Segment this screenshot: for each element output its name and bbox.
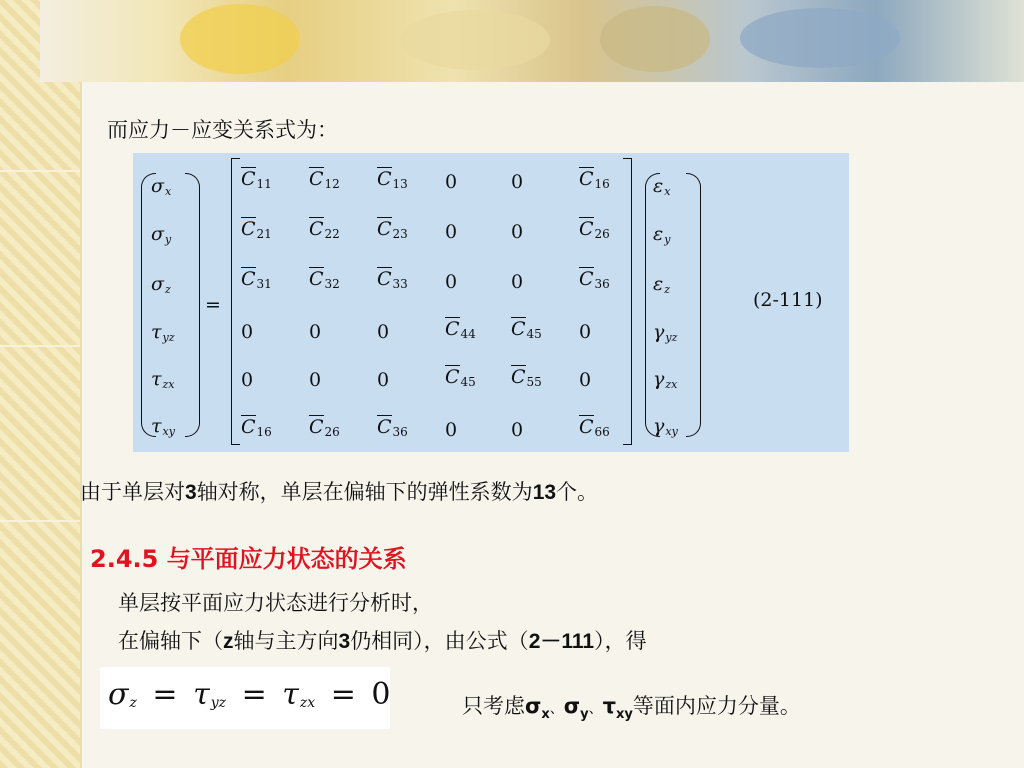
matrix-left-bracket — [231, 158, 240, 445]
plane-stress-formula — [100, 667, 390, 729]
matrix-cell: C13 — [377, 168, 408, 191]
matrix-cell: C36 — [579, 268, 610, 291]
matrix-cell: C21 — [241, 218, 272, 241]
equals-sign: = — [205, 294, 221, 316]
matrix-cell: 0 — [511, 271, 524, 293]
rhs-3: $\gamma_{yz}$ — [653, 321, 678, 344]
matrix-cell: C32 — [309, 268, 340, 291]
matrix-cell: 0 — [241, 369, 254, 391]
matrix-cell: 0 — [377, 369, 390, 391]
matrix-cell: C45 — [445, 366, 476, 389]
right-vector-brace-close — [686, 173, 701, 437]
matrix-cell: 0 — [309, 369, 322, 391]
rhs-2: $\varepsilon_z$ — [653, 273, 670, 296]
matrix-cell: C16 — [241, 416, 272, 439]
matrix-cell: 0 — [579, 321, 592, 343]
intro-text: 而应力－应变关系式为： — [107, 118, 338, 142]
matrix-cell: C31 — [241, 268, 272, 291]
matrix-cell: 0 — [445, 419, 458, 441]
matrix-cell: 0 — [511, 419, 524, 441]
matrix-cell: C16 — [579, 168, 610, 191]
matrix-cell: C22 — [309, 218, 340, 241]
left-vector-brace — [141, 173, 156, 437]
matrix-right-bracket — [623, 158, 632, 445]
matrix-cell: 0 — [241, 321, 254, 343]
matrix-cell: 0 — [377, 321, 390, 343]
left-vector-brace-close — [185, 173, 200, 437]
section-title: 2.4.5 与平面应力状态的关系 — [90, 545, 407, 573]
lhs-1: $\sigma_y$ — [151, 223, 172, 246]
matrix-cell: C36 — [377, 416, 408, 439]
lhs-5: $\tau_{xy}$ — [151, 415, 175, 438]
matrix-cell: C45 — [511, 318, 542, 341]
symmetry-note: 由于单层对3轴对称，单层在偏轴下的弹性系数为13个。 — [80, 480, 599, 504]
matrix-cell: C33 — [377, 268, 408, 291]
lhs-3: $\tau_{yz}$ — [151, 321, 175, 344]
rhs-4: $\gamma_{zx}$ — [653, 368, 678, 391]
matrix-cell: C12 — [309, 168, 340, 191]
lhs-4: $\tau_{zx}$ — [151, 368, 175, 391]
matrix-cell: 0 — [511, 221, 524, 243]
analysis-line-1: 单层按平面应力状态进行分析时， — [118, 591, 433, 615]
matrix-cell: C66 — [579, 416, 610, 439]
matrix-cell: C44 — [445, 318, 476, 341]
matrix-cell: 0 — [579, 369, 592, 391]
formula-expression: $\sigma_z = \tau_{yz} = \tau_{zx} = 0$ — [108, 677, 391, 712]
matrix-cell: C55 — [511, 366, 542, 389]
stress-strain-matrix — [133, 153, 849, 452]
matrix-cell: 0 — [445, 271, 458, 293]
rhs-5: $\gamma_{xy}$ — [653, 415, 678, 438]
matrix-cell: C26 — [309, 416, 340, 439]
lhs-0: $\sigma_x$ — [151, 175, 172, 198]
matrix-cell: C11 — [241, 168, 272, 191]
rhs-1: $\varepsilon_y$ — [653, 223, 671, 246]
in-plane-note: 只考虑$\sigma_x$、$\sigma_y$、$\tau_{xy}$等面内应力分量。 — [462, 694, 801, 723]
analysis-line-2: 在偏轴下（z轴与主方向3仍相同），由公式（2－111），得 — [118, 629, 647, 653]
matrix-cell: 0 — [309, 321, 322, 343]
rhs-0: $\varepsilon_x$ — [653, 175, 671, 198]
matrix-cell: C26 — [579, 218, 610, 241]
matrix-cell: C23 — [377, 218, 408, 241]
right-vector-brace — [645, 173, 660, 437]
matrix-cell: 0 — [445, 171, 458, 193]
matrix-cell: 0 — [445, 221, 458, 243]
lhs-2: $\sigma_z$ — [151, 273, 171, 296]
equation-number: (2-111) — [753, 289, 823, 311]
matrix-cell: 0 — [511, 171, 524, 193]
